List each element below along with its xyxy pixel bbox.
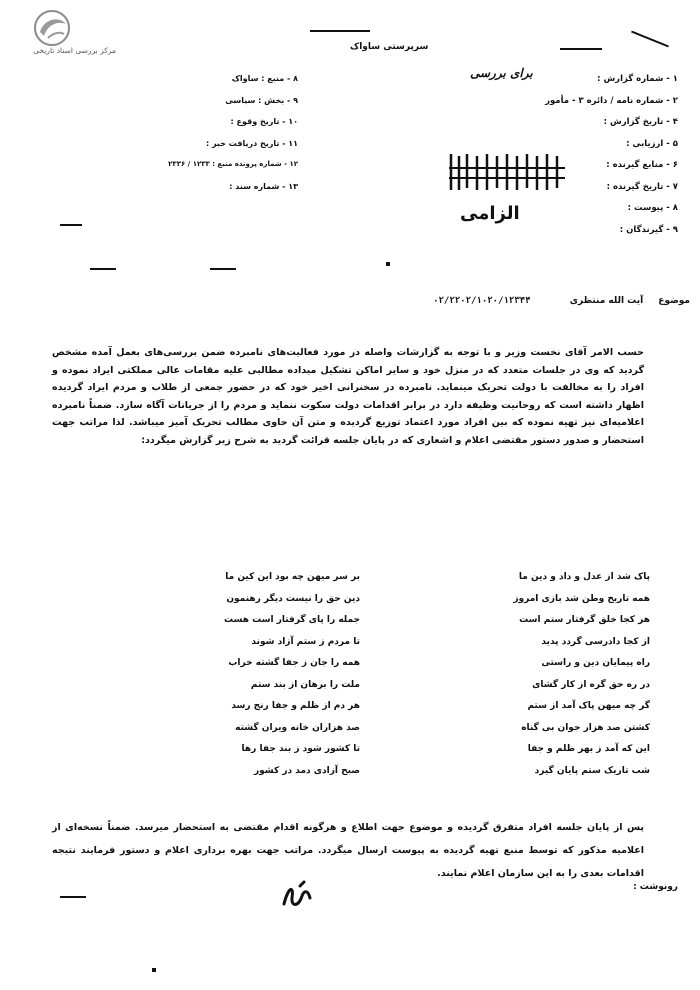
field-rule	[90, 268, 116, 270]
verse-first-hemistich: کشتن صد هزار جوان بی گناه	[521, 722, 650, 733]
report-body: حسب الامر آقای نخست وزیر و با توجه به گزارشات واصله در مورد فعالیت‌های نامبرده ضمن بررسی‌های بعمل آمده مشخص گردید که وی در جلسات متعدد که در منزل خود و سایر اماکن تشکیل میداده مطالبی علیه مقامات عالی مملکتی ایراد نموده و افراد را به مخالفت با دولت تحریک مینماید. نامبرده در سخنرانی اخیر خود که در حضور جمعی از طلاب و مردم ایراد گردیده اظهار داشته است که روحانیت وظیفه دارد در برابر اقدامات دولت سکوت ننماید و مردم را از جریانات آگاه سازد. ضمناً نامبرده اعلامیه‌ای نیز تهیه نموده که بین افراد مورد اعتماد توزیع گردیده و متن آن حاوی مطالب تحریک آمیز میباشد. لذا مراتب جهت استحضار و صدور دستور مقتضی اعلام و اشعاری که در پایان جلسه قرائت گردید به شرح زیر گزارش میگردد:	[52, 347, 644, 446]
verse-row	[110, 572, 650, 594]
form-field: ۵ - ارزیابی :	[626, 138, 678, 149]
verse-second-hemistich: صد هزاران خانه ویران گشته	[235, 722, 360, 733]
verse-second-hemistich: ملت را برهان از بند ستم	[250, 679, 360, 690]
form-field: ۷ - تاریخ گیرنده :	[606, 181, 678, 192]
subject-code: ۰۲/۲۲۰۲/۱۰۲۰/۱۲۳۴۴	[433, 296, 531, 306]
verse-first-hemistich: هر کجا خلق گرفتار ستم است	[519, 615, 650, 625]
verse-second-hemistich: هر دم از ظلم و جفا رنج رسد	[231, 701, 360, 711]
archive-caption: مرکز بررسی اسناد تاریخی	[33, 46, 116, 55]
subject-reference: آیت الله منتظری	[569, 296, 644, 306]
verse-first-hemistich: پاک شد از عدل و داد و دین ما	[518, 572, 650, 582]
handwritten-note: برای بررسی	[470, 66, 533, 80]
form-field: ۸ - منبع : ساواک	[231, 74, 298, 83]
header-scribble: سرپرستی ساواک	[350, 42, 429, 52]
report-closing: پس از پایان جلسه افراد متفرق گردیده و موضوع جهت اطلاع و هرگونه اقدام مقتضی به استحضار میرسد. ضمناً نسخه‌ای از اعلامیه مذکور که توسط منبع تهیه گردیده به پیوست ارسال میگردد. مراتب جهت بهره برداری اعلام و دستور فرمایند نتیجه اقدامات بعدی را به این سازمان اعلام نمایند.	[52, 822, 644, 879]
form-field: ۴ - تاریخ گزارش :	[603, 117, 678, 127]
handwritten-mark: الزامی	[460, 203, 520, 224]
verse-first-hemistich: در ره حق گره از کار گشای	[532, 679, 650, 690]
form-field: ۹ - گیرندگان :	[619, 224, 678, 235]
margin-dot	[152, 968, 156, 972]
form-field: ۶ - منابع گیرنده :	[606, 160, 678, 170]
verse-second-hemistich: بر سر میهن چه بود این کین ما	[225, 572, 360, 582]
field-rule	[60, 224, 82, 226]
field-rule	[210, 268, 236, 270]
verse-second-hemistich: دین حق را نیست دیگر رهنمون	[226, 593, 360, 604]
verse-row	[110, 701, 650, 723]
verse-second-hemistich: صبح آزادی دمد در کشور	[253, 765, 360, 776]
form-field: ۱۳ - شماره سند :	[229, 181, 298, 191]
copy-label: رونوشت :	[633, 882, 678, 892]
form-fields-left	[28, 74, 298, 203]
form-field: ۲ - شماره نامه / دائره ۳ - مأمور	[545, 95, 678, 106]
verse-first-hemistich: راه پیمایان دین و راستی	[541, 658, 650, 668]
form-field: ۸ - پیوست :	[627, 203, 678, 213]
verse-row	[110, 744, 650, 766]
verse-second-hemistich: جمله را پای گرفتار است هست	[224, 615, 360, 625]
form-field: ۱۲ - شماره پرونده منبع : ۱۲۳۳ / ۲۳۳۶	[168, 160, 298, 168]
header-rule	[631, 31, 669, 48]
margin-dot	[386, 262, 390, 266]
verse-row	[110, 723, 650, 745]
subject-label: موضوع	[658, 296, 690, 306]
form-field: ۱۱ - تاریخ دریافت خبر :	[205, 138, 298, 148]
verse-row	[110, 766, 650, 788]
form-field: ۱ - شماره گزارش :	[597, 74, 678, 84]
verse-second-hemistich: تا کشور شود ز بند جفا رها	[241, 744, 360, 754]
signature-icon	[280, 878, 316, 912]
header-rule	[560, 48, 602, 50]
verse-row	[110, 658, 650, 680]
verse-first-hemistich: این که آمد ز بهر ظلم و جفا	[527, 744, 650, 754]
verse-row	[110, 637, 650, 659]
verse-row	[110, 680, 650, 702]
verse-second-hemistich: تا مردم ز ستم آزاد شوند	[251, 636, 360, 647]
verse-first-hemistich: شب تاریک ستم پایان گیرد	[534, 765, 650, 776]
verse-second-hemistich: همه را جان ز جفا گشته خراب	[228, 658, 360, 668]
classification-stamp-icon	[445, 150, 570, 194]
verse-row	[110, 594, 650, 616]
verse-first-hemistich: از کجا دادرسی گردد پدید	[541, 636, 650, 647]
copy-rule	[60, 896, 86, 898]
form-field: ۹ - بخش : سیاسی	[225, 95, 298, 105]
verse-row	[110, 615, 650, 637]
subject-line	[433, 296, 690, 306]
verse-first-hemistich: گر چه میهن پاک آمد از ستم	[527, 701, 650, 711]
form-field: ۱۰ - تاریخ وقوع :	[230, 117, 298, 126]
verse-first-hemistich: همه تاریخ وطن شد بازی امروز	[513, 593, 650, 604]
archive-logo-icon	[28, 8, 76, 48]
verse-list	[110, 572, 650, 787]
copy-to-line	[558, 882, 678, 892]
header-rule	[310, 30, 370, 32]
